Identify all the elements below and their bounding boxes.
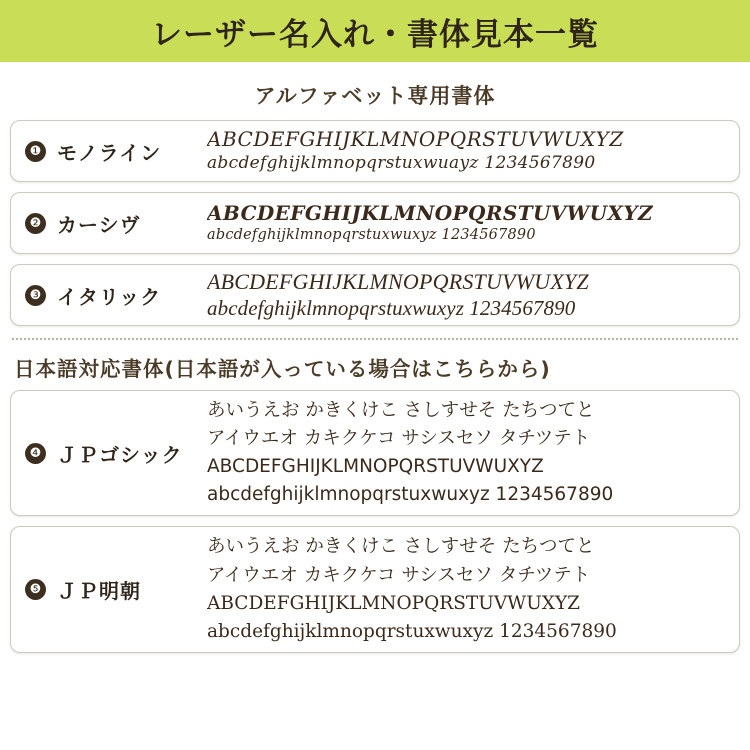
number-badge-2: ❷: [25, 213, 46, 234]
sample-line-hiragana: あいうえお かきくけこ さしすせそ たちつてと: [207, 536, 595, 558]
header-banner: [0, 0, 750, 62]
sample-line-uppercase: ABCDEFGHIJKLMNOPQRSTUVWUXYZ: [207, 268, 589, 294]
sample-line-katakana: アイウエオ カキクケコ サシスセソ タチツテト: [207, 428, 591, 450]
font-row-italic[interactable]: [10, 264, 740, 326]
font-sample-jp-mincho: [207, 527, 739, 651]
font-row-jp-gothic[interactable]: [10, 390, 740, 516]
font-sample-monoline: [207, 127, 739, 174]
font-name-italic: イタリック: [57, 284, 162, 309]
font-label-monoline: [11, 137, 207, 166]
font-label-cursive: [11, 209, 207, 238]
font-name-jp-gothic: ＪＰゴシック: [57, 442, 183, 467]
page-title: レーザー名入れ・書体見本一覧: [151, 16, 599, 53]
sample-line-uppercase: ABCDEFGHIJKLMNOPQRSTUVWUXYZ: [207, 201, 654, 226]
sample-line-katakana: アイウエオ カキクケコ サシスセソ タチツテト: [207, 564, 591, 586]
number-badge-4: ❹: [25, 443, 46, 464]
section-divider: [12, 338, 738, 340]
sample-line-lowercase: abcdefghijklmnopqrstuxwuxyz 1234567890: [207, 620, 617, 642]
sample-line-uppercase: ABCDEFGHIJKLMNOPQRSTUVWUXYZ: [207, 592, 581, 614]
sample-line-lowercase: abcdefghijklmnopqrstuxwuxyz 1234567890: [207, 484, 614, 506]
font-name-jp-mincho: ＪＰ明朝: [57, 579, 141, 604]
section-heading-alphabet: アルファベット専用書体: [254, 84, 496, 108]
sample-line-lowercase: abcdefghijklmnopqrstuxwuxyz 1234567890: [207, 296, 576, 321]
sample-line-lowercase: abcdefghijklmnopqrstuxwuxyz 1234567890: [207, 227, 536, 244]
sample-line-hiragana: あいうえお かきくけこ さしすせそ たちつてと: [207, 400, 595, 421]
font-label-italic: [11, 281, 207, 310]
font-row-cursive[interactable]: [10, 192, 740, 254]
font-row-monoline[interactable]: [10, 120, 740, 182]
sample-line-uppercase: ABCDEFGHIJKLMNOPQRSTUVWUXYZ: [207, 456, 544, 478]
sample-line-lowercase: abcdefghijklmnopqrstuxwuayz 1234567890: [207, 153, 596, 174]
number-badge-5: ❺: [25, 579, 46, 600]
font-label-jp-gothic: [11, 439, 207, 468]
font-sample-jp-gothic: [207, 391, 739, 515]
font-sample-italic: [207, 268, 739, 323]
font-row-jp-mincho[interactable]: [10, 526, 740, 652]
section-heading-japanese: 日本語対応書体(日本語が入っている場合はこちらから): [14, 357, 551, 381]
number-badge-3: ❸: [25, 285, 46, 306]
font-name-monoline: モノライン: [57, 140, 162, 165]
font-sample-cursive: [207, 201, 739, 245]
font-name-cursive: カーシヴ: [57, 212, 141, 237]
font-label-jp-mincho: [11, 575, 207, 604]
sample-line-uppercase: ABCDEFGHIJKLMNOPQRSTUVWUXYZ: [207, 127, 624, 152]
number-badge-1: ❶: [25, 141, 46, 162]
